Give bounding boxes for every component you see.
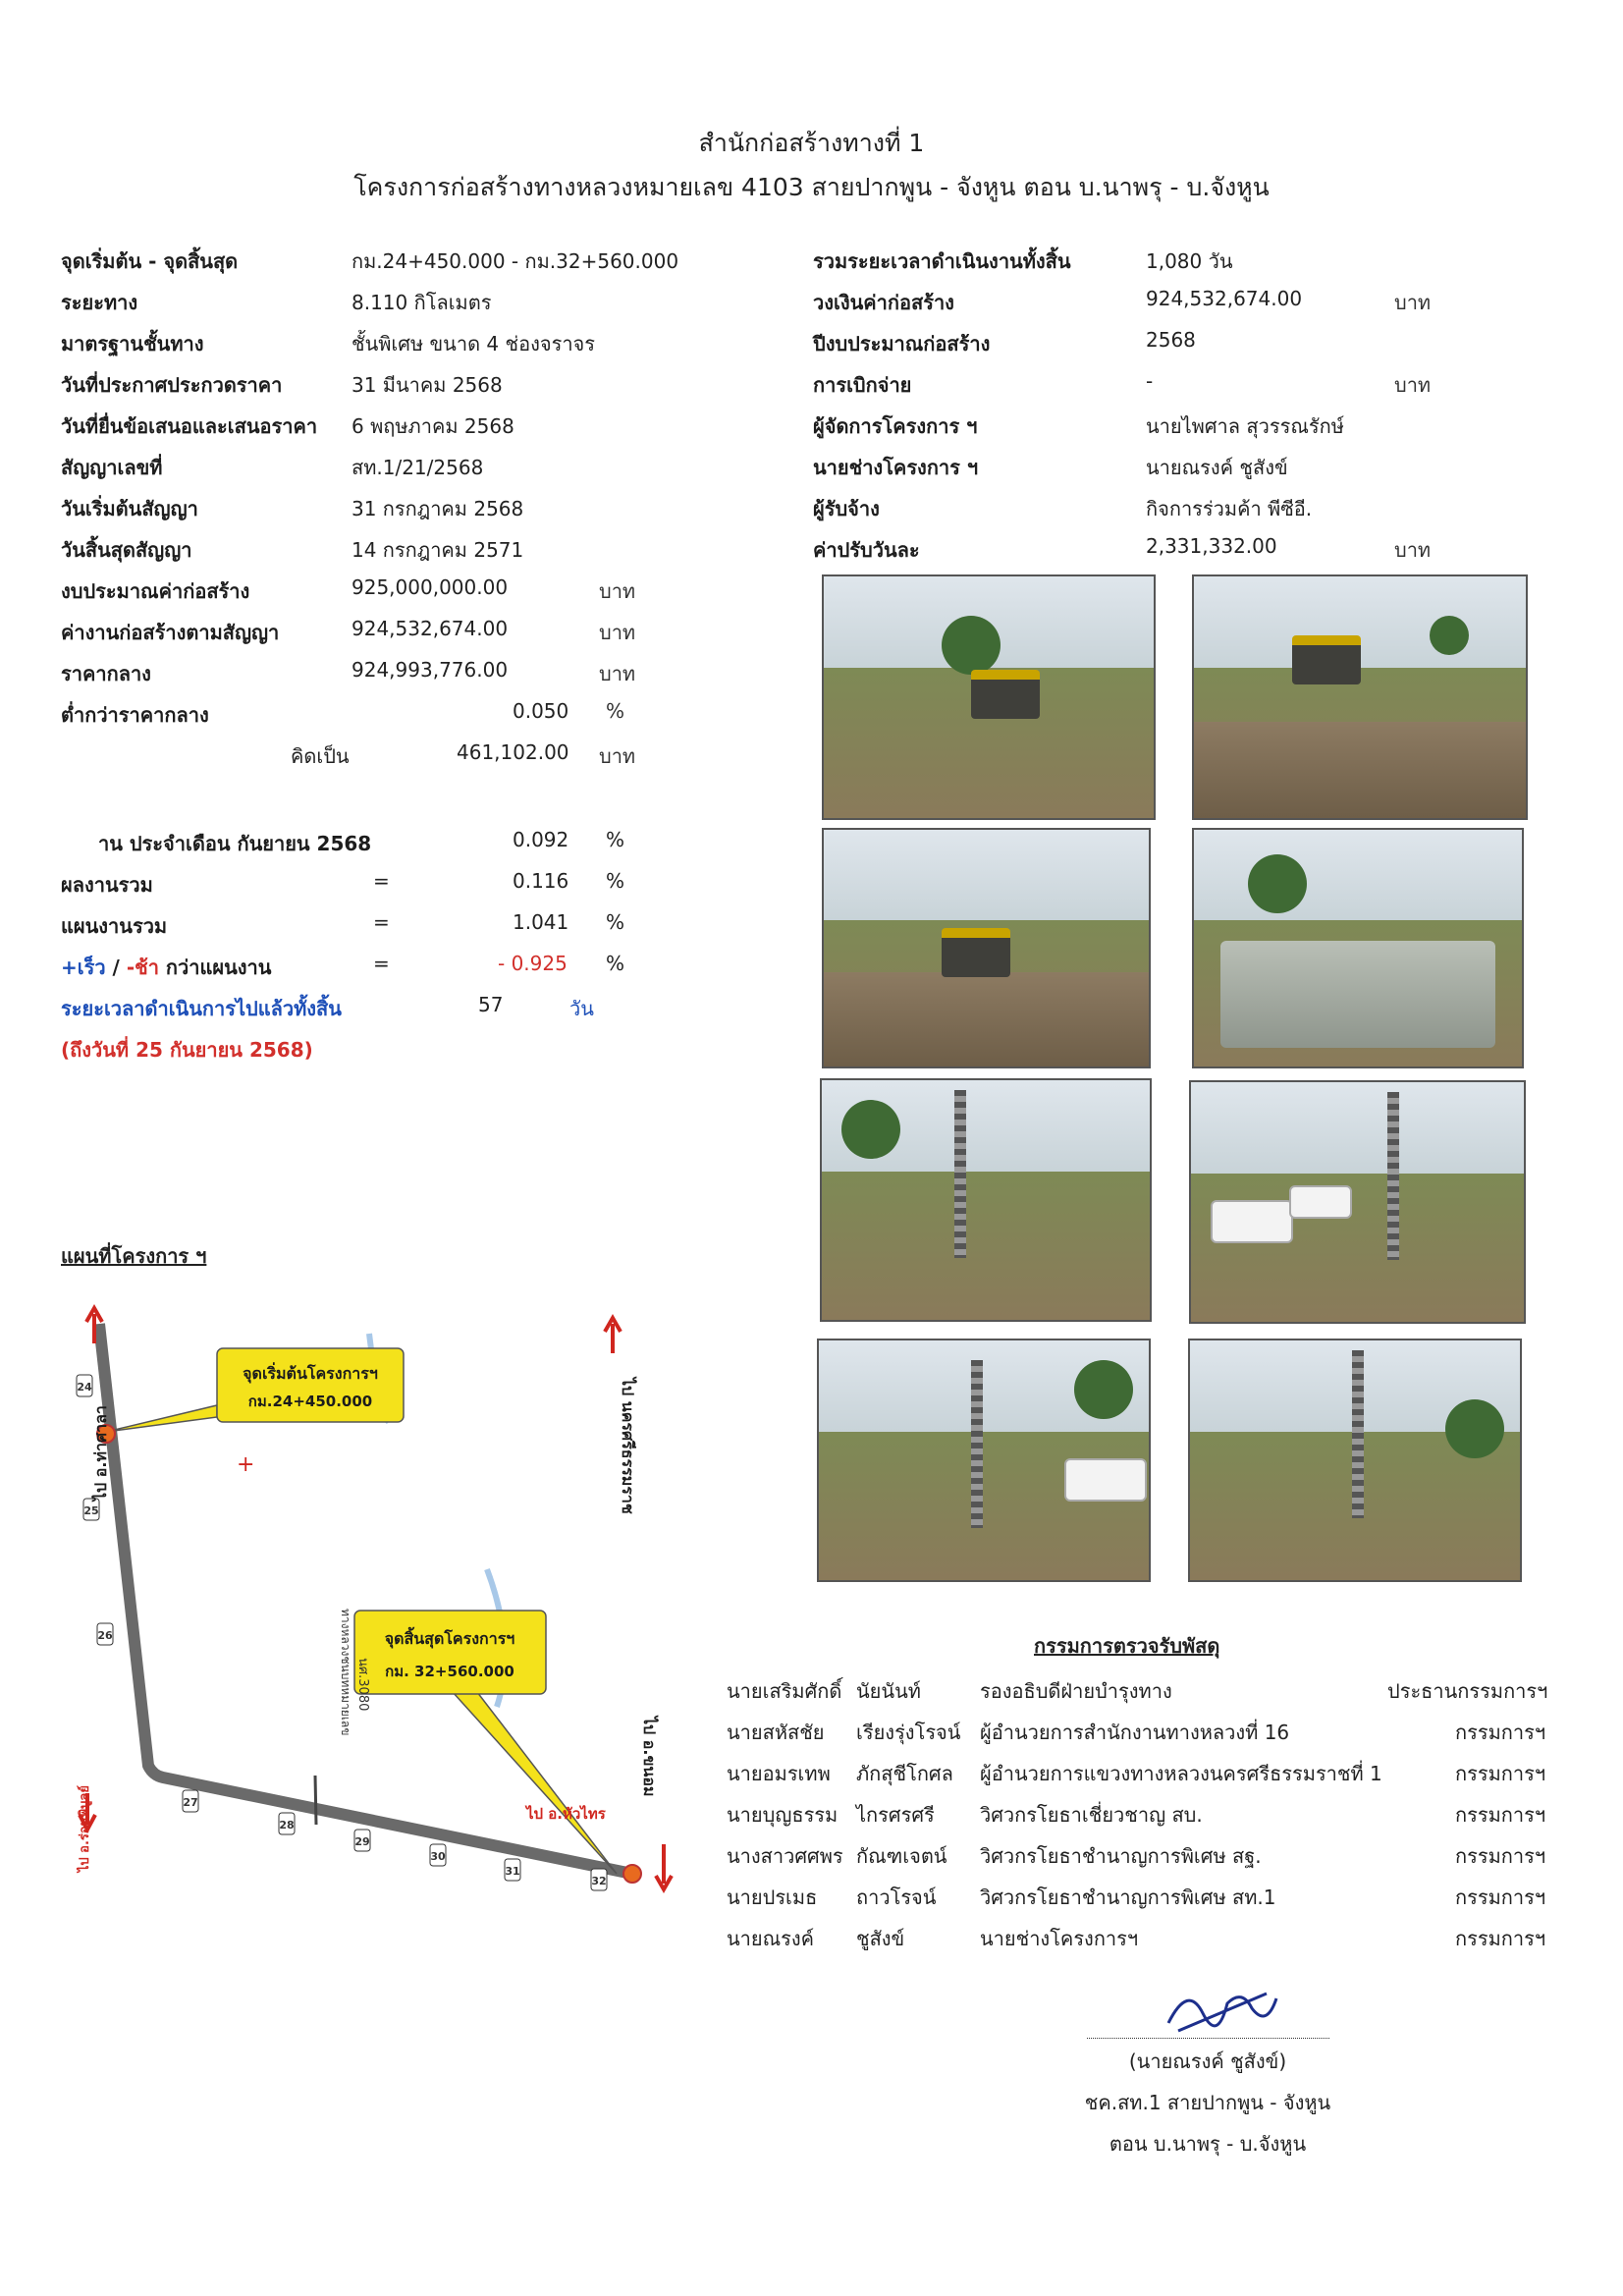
site-photo [1188, 1339, 1522, 1582]
info-label: ราคากลาง [61, 662, 151, 685]
committee-title: กรรมการตรวจรับพัสดุ [1034, 1634, 1220, 1658]
info-unit: บาท [599, 744, 636, 768]
km-post [97, 1623, 113, 1645]
signature-name: (นายณรงค์ ชูสังข์) [1128, 2050, 1287, 2073]
committee-member-row [0, 1923, 1623, 1952]
info-value: นายไพศาล สุวรรณรักษ์ [1146, 414, 1344, 438]
info-value: 2568 [1146, 328, 1196, 352]
info-label: ระยะทาง [61, 291, 138, 314]
member-role: กรรมการฯ [1455, 1886, 1546, 1909]
info-value: 6 พฤษภาคม 2568 [352, 414, 514, 438]
info-value: 1,080 วัน [1146, 249, 1233, 273]
info-label: วันสิ้นสุดสัญญา [61, 538, 192, 562]
info-value: 925,000,000.00 [352, 575, 509, 599]
member-last: ไกรศรศรี [856, 1803, 935, 1827]
progress-eq: = [373, 910, 390, 934]
km-post-label: 29 [354, 1835, 370, 1848]
diff-rest: กว่าแผนงาน [158, 956, 272, 979]
info-value: กิจการร่วมค้า พีซีอี. [1146, 497, 1313, 520]
site-photo [1192, 574, 1528, 820]
progress-unit: % [606, 828, 625, 851]
info-label: งบประมาณค่าก่อสร้าง [61, 579, 250, 603]
info-value: 924,532,674.00 [1146, 287, 1303, 310]
committee-member-row [0, 1717, 1623, 1746]
info-row [0, 493, 1623, 522]
progress-label: ผลงานรวม [61, 873, 153, 897]
info-value: 31 กรกฎาคม 2568 [352, 497, 524, 520]
info-label: คิดเป็น [291, 744, 350, 768]
info-label: สัญญาเลขที่ [61, 456, 163, 479]
info-unit: บาท [1394, 373, 1432, 397]
member-last: ภักสุชีโกศล [856, 1762, 953, 1785]
map-title: แผนที่โครงการ ฯ [61, 1244, 207, 1268]
elapsed-unit: วัน [569, 997, 594, 1020]
signature-scribble [1159, 1974, 1286, 2043]
km-post-label: 26 [97, 1629, 113, 1642]
progress-label: แผนงานรวม [61, 914, 168, 938]
info-label: การเบิกจ่าย [813, 373, 912, 397]
info-unit: บาท [599, 621, 636, 644]
info-value: 461,102.00 [457, 740, 569, 764]
signature-title-line1: ชค.สท.1 สายปากพูน - จังหูน [1084, 2091, 1331, 2114]
site-photo [822, 828, 1151, 1068]
info-value: 8.110 กิโลเมตร [352, 291, 492, 314]
info-label: มาตรฐานชั้นทาง [61, 332, 204, 355]
start-callout-title: จุดเริ่มต้นโครงการฯ [243, 1364, 378, 1383]
info-row [0, 452, 1623, 481]
progress-diff-label [61, 952, 271, 983]
info-value: 924,532,674.00 [352, 617, 509, 640]
committee-member-row [0, 1675, 1623, 1705]
progress-value: - 0.925 [498, 952, 568, 975]
office-title: สำนักก่อสร้างทางที่ 1 [698, 129, 925, 157]
rural-road-label: ทางหลวงชนบทหมายเลข [339, 1609, 352, 1736]
site-photo [822, 574, 1156, 820]
info-unit: บาท [599, 579, 636, 603]
start-callout-km: กม.24+450.000 [247, 1393, 373, 1410]
project-map [55, 1294, 693, 1933]
info-value: สท.1/21/2568 [352, 456, 484, 479]
info-label: ค่าปรับวันละ [813, 538, 920, 562]
end-callout-km: กม. 32+560.000 [385, 1663, 514, 1680]
info-label: ผู้จัดการโครงการ ฯ [813, 414, 978, 438]
progress-unit: % [606, 910, 625, 934]
info-row [0, 246, 1623, 275]
km-post [83, 1499, 99, 1520]
member-last: ชูสังข์ [856, 1927, 905, 1950]
progress-label: าน ประจำเดือน กันยายน 2568 [98, 832, 372, 855]
committee-member-row [0, 1882, 1623, 1911]
end-callout-title: จุดสิ้นสุดโครงการฯ [384, 1629, 515, 1648]
elapsed-label: ระยะเวลาดำเนินการไปแล้วทั้งสิ้น [61, 997, 342, 1020]
km-post-label: 24 [77, 1381, 92, 1394]
committee-member-row [0, 1758, 1623, 1787]
signature-title-line2: ตอน บ.นาพรุ - บ.จังหูน [1109, 2132, 1307, 2156]
info-unit: บาท [1394, 538, 1432, 562]
info-value: 924,993,776.00 [352, 658, 509, 682]
member-role: กรรมการฯ [1455, 1721, 1546, 1744]
info-row [0, 534, 1623, 564]
member-last: ถาวโรจน์ [856, 1886, 937, 1909]
dir-label-tha-sala: ไป อ.ท่าศาลา [91, 1405, 110, 1501]
info-label: ต่ำกว่าราคากลาง [61, 703, 209, 727]
member-position: ผู้อำนวยการแขวงทางหลวงนครศรีธรรมราชที่ 1 [980, 1762, 1382, 1785]
member-position: วิศวกรโยธาชำนาญการพิเศษ สท.1 [980, 1886, 1276, 1909]
diff-fast: +เร็ว [61, 956, 106, 979]
committee-member-row [0, 1840, 1623, 1870]
dir-label-hua-sai: ไป อ.หัวไทร [526, 1805, 606, 1823]
member-last: นัยนันท์ [856, 1679, 921, 1703]
info-value: 14 กรกฎาคม 2571 [352, 538, 524, 562]
site-photo [817, 1339, 1151, 1582]
site-photo [1192, 828, 1524, 1068]
info-value: นายณรงค์ ชูสังข์ [1146, 456, 1288, 479]
km-post-label: 27 [183, 1796, 198, 1809]
info-label: วันที่ยื่นข้อเสนอและเสนอราคา [61, 414, 318, 438]
member-first: นางสาวศศพร [727, 1844, 843, 1868]
progress-unit: % [606, 952, 625, 975]
progress-eq: = [373, 952, 390, 975]
site-photo [820, 1078, 1152, 1322]
member-first: นายอมรเทพ [727, 1762, 831, 1785]
km-post-label: 32 [591, 1875, 607, 1887]
progress-value: 0.092 [513, 828, 569, 851]
dir-label-ron-phibun: ไป อ.ร่อนพิบูลย์ [78, 1785, 92, 1873]
member-position: นายช่างโครงการฯ [980, 1927, 1139, 1950]
member-first: นายสหัสชัย [727, 1721, 825, 1744]
km-post-label: 28 [279, 1819, 295, 1831]
dir-label-nakhon: ไป นครศรีธรรมราช [619, 1378, 637, 1514]
info-label: วงเงินค่าก่อสร้าง [813, 291, 954, 314]
info-label: วันเริ่มต้นสัญญา [61, 497, 198, 520]
info-label: ปีงบประมาณก่อสร้าง [813, 332, 991, 355]
plus-marker: + [237, 1452, 255, 1477]
info-value: กม.24+450.000 - กม.32+560.000 [352, 249, 679, 273]
info-label: ผู้รับจ้าง [813, 497, 880, 520]
map-svg [55, 1294, 693, 1933]
diff-slow: -ช้า [126, 956, 159, 979]
member-last: เรียงรุ่งโรจน์ [856, 1721, 961, 1744]
info-value: ชั้นพิเศษ ขนาด 4 ช่องจราจร [352, 332, 596, 355]
diff-slash: / [105, 956, 127, 979]
info-label: รวมระยะเวลาดำเนินงานทั้งสิ้น [813, 249, 1071, 273]
progress-value: 0.116 [513, 869, 569, 893]
member-role: กรรมการฯ [1455, 1844, 1546, 1868]
info-unit: บาท [1394, 291, 1432, 314]
info-label: จุดเริ่มต้น - จุดสิ้นสุด [61, 249, 239, 273]
info-row [0, 328, 1623, 357]
info-label: วันที่ประกาศประกวดราคา [61, 373, 283, 397]
member-first: นายบุญธรรม [727, 1803, 839, 1827]
km-post-label: 30 [430, 1850, 446, 1863]
progress-value: 1.041 [513, 910, 569, 934]
member-role: ประธานกรรมการฯ [1387, 1679, 1548, 1703]
site-photo [1189, 1080, 1526, 1324]
km-post [77, 1375, 92, 1396]
info-unit: % [606, 699, 625, 723]
committee-member-row [0, 1799, 1623, 1829]
km-post-label: 31 [505, 1865, 520, 1878]
info-row [0, 287, 1623, 316]
info-value: - [1146, 369, 1154, 393]
project-title: โครงการก่อสร้างทางหลวงหมายเลข 4103 สายปากพูน - จังหูน ตอน บ.นาพรุ - บ.จังหูน [353, 173, 1270, 201]
signature-line [1087, 2038, 1329, 2039]
elapsed-value: 57 [478, 993, 504, 1016]
member-position: วิศวกรโยธาชำนาญการพิเศษ สฐ. [980, 1844, 1262, 1868]
progress-eq: = [373, 869, 390, 893]
member-first: นายปรเมธ [727, 1886, 818, 1909]
member-last: กัณฑเจตน์ [856, 1844, 947, 1868]
info-label: ค่างานก่อสร้างตามสัญญา [61, 621, 280, 644]
member-position: ผู้อำนวยการสำนักงานทางหลวงที่ 16 [980, 1721, 1290, 1744]
member-first: นายณรงค์ [727, 1927, 815, 1950]
info-row [0, 369, 1623, 399]
rural-road-number: นศ.3080 [355, 1658, 370, 1712]
info-unit: บาท [599, 662, 636, 685]
asof-date: (ถึงวันที่ 25 กันยายน 2568) [61, 1038, 313, 1062]
info-value: 31 มีนาคม 2568 [352, 373, 503, 397]
info-value: 0.050 [513, 699, 569, 723]
progress-unit: % [606, 869, 625, 893]
member-first: นายเสริมศักดิ์ [727, 1679, 842, 1703]
info-label: นายช่างโครงการ ฯ [813, 456, 979, 479]
member-role: กรรมการฯ [1455, 1762, 1546, 1785]
member-position: รองอธิบดีฝ่ายบำรุงทาง [980, 1679, 1172, 1703]
member-position: วิศวกรโยธาเชี่ยวชาญ สบ. [980, 1803, 1203, 1827]
member-role: กรรมการฯ [1455, 1803, 1546, 1827]
km-post-label: 25 [83, 1504, 99, 1517]
dir-label-khanom: ไป อ.ขนอม [640, 1717, 659, 1797]
info-row [0, 410, 1623, 440]
member-role: กรรมการฯ [1455, 1927, 1546, 1950]
info-value: 2,331,332.00 [1146, 534, 1277, 558]
